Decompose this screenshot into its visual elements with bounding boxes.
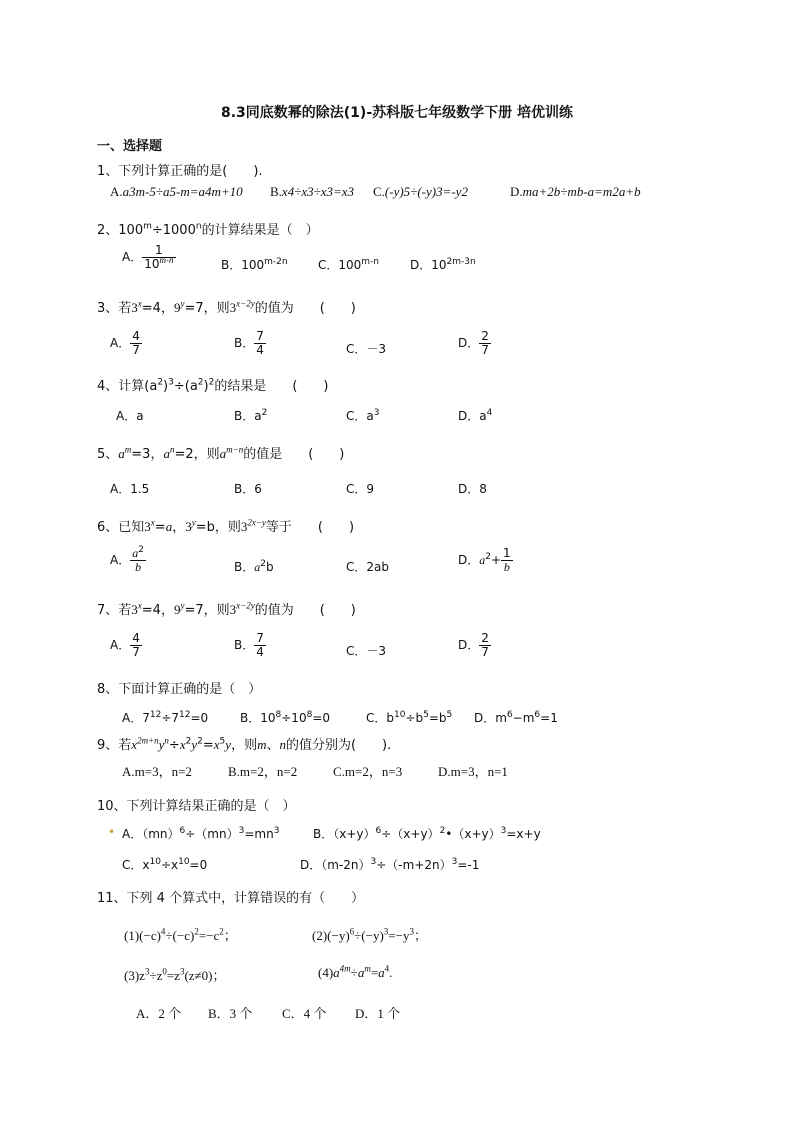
question-8-option-c: C．$b^{10}\div b^5=b^5$ (366, 710, 453, 725)
question-6-option-c: C．2ab (346, 560, 389, 574)
question-6-option-a: A． $\frac{a^2}{b}$ (110, 545, 144, 575)
question-2-option-c: C．100$^{m-n}$ (318, 257, 380, 272)
question-9-option-d: D.m=3，n=1 (438, 764, 508, 779)
question-2-option-d: D．$10^{2m-3n}$ (410, 257, 476, 272)
question-10-option-a: A．$(mn)^6\div(mn)^3=mn^3$ (122, 826, 280, 841)
question-1-option-c: C.(-y)5÷(-y)3=-y2 (373, 184, 468, 199)
question-1-option-d: D.ma+2b÷mb-a=m2a+b (510, 184, 641, 199)
question-8-stem: 8、下面计算正确的是（ ） (97, 682, 262, 697)
question-8-option-d: D．$m^6-m^6=1$ (474, 710, 558, 725)
question-5-stem: 5、$a^m=3$，$a^n=2$，则$a^{m-n}$的值是 ( ) (97, 444, 345, 462)
question-11-option-b: B．3 个 (208, 1006, 253, 1021)
question-5-option-c: C．9 (346, 482, 375, 496)
question-7-stem: 7、若$3^x=4$，$9^y=7$，则$3^{x-2y}$的值为 ( ) (97, 600, 356, 618)
bullet-marker: • (108, 825, 116, 839)
question-1-option-b: B.x4÷x3÷x3=x3 (270, 184, 355, 199)
question-4-stem: 4、计算$(a^2)^3\div(a^2)^2$的结果是 ( ) (97, 377, 329, 394)
question-10-option-d: D．$(m-2n)^3\div(-m+2n)^3=-1$ (300, 857, 480, 872)
question-3-option-c: C．－3 (346, 342, 387, 356)
question-11-option-d: D．1 个 (355, 1006, 401, 1021)
question-11-item-4: $(4)a^{4m}\div a^m=a^4$. (318, 963, 393, 980)
question-9-option-b: B.m=2，n=2 (228, 764, 298, 779)
question-1-option-a: A.a3m-5÷a5-m=a4m+10 (110, 184, 243, 199)
page-title: 8.3同底数幂的除法(1)-苏科版七年级数学下册 培优训练 (220, 105, 574, 121)
question-10-option-b: B．$(x+y)^6\div(x+y)^2•(x+y)^3=x+y$ (313, 826, 541, 841)
question-4-option-c: C．$a^3$ (346, 408, 380, 423)
question-2-option-b: B．$100^{m-2n}$ (221, 257, 288, 272)
question-7-option-a: A． $\frac{4}{7}$ (110, 631, 140, 660)
question-9-option-a: A.m=3，n=2 (122, 764, 192, 779)
question-11-option-c: C．4 个 (282, 1006, 327, 1021)
question-3-stem: 3、若$3^x=4$，$9^y=7$，则$3^{x-2y}$的值为 ( ) (97, 298, 356, 316)
question-1-stem: 1、下列计算正确的是( ). (97, 164, 263, 179)
question-10-stem: 10、下列计算结果正确的是（ ） (97, 799, 296, 814)
question-11-item-3: $(3)z^3\div z^0=z^3(z\ne 0)$； (124, 966, 226, 983)
question-9-option-c: C.m=2，n=3 (333, 764, 403, 779)
question-3-option-b: B． $\frac{7}{4}$ (234, 329, 264, 358)
question-7-option-c: C．－3 (346, 644, 387, 658)
question-4-option-b: B．$a^2$ (234, 408, 268, 423)
question-11-option-a: A．2 个 (136, 1006, 182, 1021)
question-8-option-b: B．$10^8\div 10^8=0$ (240, 710, 331, 725)
question-6-option-b: B．$a^2b$ (234, 559, 274, 574)
question-4-option-a: A．a (116, 409, 144, 423)
question-5-option-a: A．1.5 (110, 482, 150, 496)
question-10-option-c: C．$x^{10}\div x^{10}=0$ (122, 857, 208, 872)
section-heading: 一、选择题 (97, 139, 163, 154)
question-4-option-d: D．$a^4$ (458, 408, 493, 423)
question-8-option-a: A．$7^{12}\div 7^{12}=0$ (122, 710, 209, 725)
question-3-option-d: D． $\frac{2}{7}$ (458, 329, 489, 358)
question-5-option-d: D．8 (458, 482, 487, 496)
question-3-option-a: A． $\frac{4}{7}$ (110, 329, 140, 358)
question-11-item-1: $(1)(-c)^4\div(-c)^2=-c^2$； (124, 926, 237, 943)
question-9-stem: 9、若$x^{2m+n}y^n\div x^2y^2=x^5y$，则m、n的值分别为( ). (97, 735, 392, 753)
question-7-option-d: D． $\frac{2}{7}$ (458, 631, 489, 660)
question-5-option-b: B．6 (234, 482, 262, 496)
question-2-option-a: A． $\frac{1}{10^{m-n}}$ (122, 243, 174, 272)
question-6-stem: 6、已知$3^x=a$，$3^y=b$，则$3^{2x-y}$等于 ( ) (97, 517, 355, 535)
question-7-option-b: B． $\frac{7}{4}$ (234, 631, 264, 660)
question-6-option-d: D．$a^2+$ $\frac{1}{b}$ (458, 546, 511, 575)
question-2-stem: 2、$100^m\div 1000^n$的计算结果是（ ） (97, 221, 319, 238)
question-11-item-2: $(2)(-y)^6\div(-y)^3=-y^3$； (312, 926, 427, 943)
question-11-stem: 11、下列 4 个算式中，计算错误的有（ ） (97, 891, 365, 906)
